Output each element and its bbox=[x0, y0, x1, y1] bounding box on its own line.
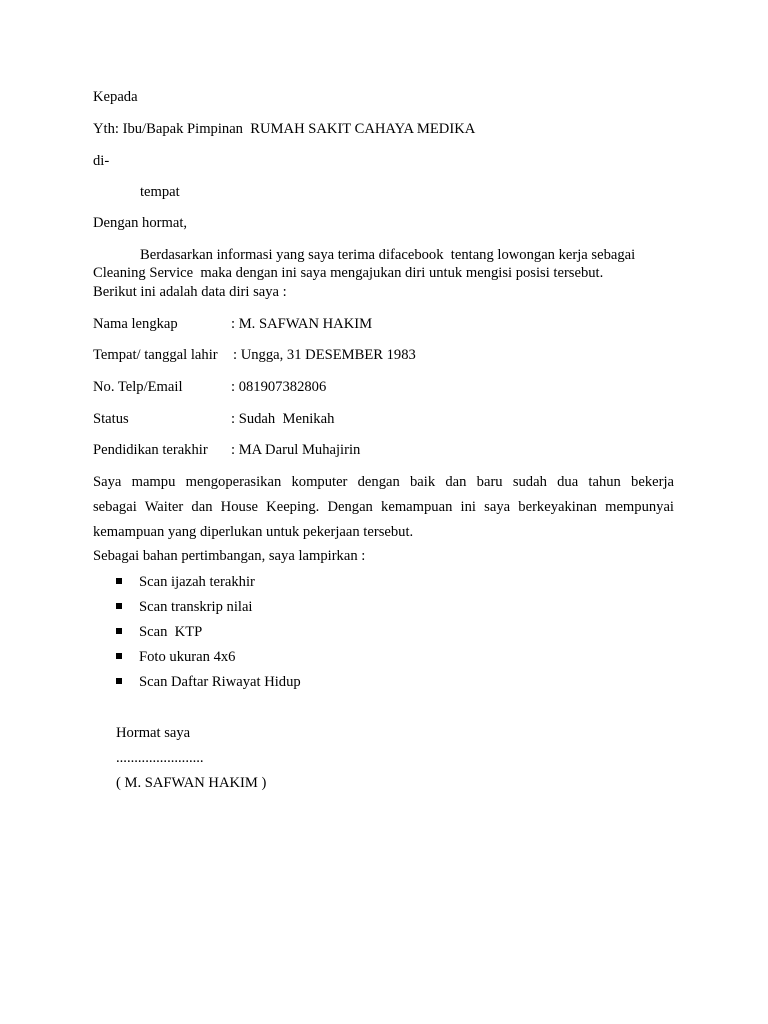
attachment-label: Scan ijazah terakhir bbox=[139, 574, 255, 590]
body-line-1: Saya mampu mengoperasikan komputer dengan baik dan baru sudah dua tahun bekerja bbox=[93, 474, 674, 490]
signature-dots: ........................ bbox=[116, 750, 204, 766]
field-value-telp: : 081907382806 bbox=[231, 379, 327, 395]
recipient-di: di- bbox=[93, 153, 110, 169]
attachment-label: Foto ukuran 4x6 bbox=[139, 649, 236, 665]
intro-line-3: Berikut ini adalah data diri saya : bbox=[93, 284, 287, 300]
closing-regards: Hormat saya bbox=[116, 725, 191, 741]
field-label-pendidikan: Pendidikan terakhir bbox=[93, 442, 208, 458]
field-value-ttl: : Ungga, 31 DESEMBER 1983 bbox=[233, 347, 416, 363]
attachment-label: Scan transkrip nilai bbox=[139, 599, 253, 615]
intro-line-2: Cleaning Service maka dengan ini saya mengajukan diri untuk mengisi posisi tersebut. bbox=[93, 265, 604, 281]
field-value-status: : Sudah Menikah bbox=[231, 411, 335, 427]
recipient-yth: Yth: Ibu/Bapak Pimpinan RUMAH SAKIT CAHAYA MEDIKA bbox=[93, 121, 476, 137]
recipient-to: Kepada bbox=[93, 89, 138, 105]
intro-line-1: Berdasarkan informasi yang saya terima difacebook tentang lowongan kerja sebagai bbox=[140, 247, 636, 263]
recipient-tempat: tempat bbox=[140, 184, 180, 200]
greeting: Dengan hormat, bbox=[93, 215, 188, 231]
attachment-label: Scan Daftar Riwayat Hidup bbox=[139, 674, 301, 690]
field-label-status: Status bbox=[93, 411, 129, 427]
field-value-pendidikan: : MA Darul Muhajirin bbox=[231, 442, 361, 458]
field-label-telp: No. Telp/Email bbox=[93, 379, 183, 395]
field-value-nama: : M. SAFWAN HAKIM bbox=[231, 316, 373, 332]
attachment-label: Scan KTP bbox=[139, 624, 203, 640]
bullet-icon bbox=[116, 678, 122, 684]
signature-name: ( M. SAFWAN HAKIM ) bbox=[116, 775, 267, 791]
bullet-icon bbox=[116, 653, 122, 659]
bullet-icon bbox=[116, 603, 122, 609]
field-label-ttl: Tempat/ tanggal lahir bbox=[93, 347, 218, 363]
bullet-icon bbox=[116, 578, 122, 584]
body-line-2: sebagai Waiter dan House Keeping. Dengan kemampuan ini saya berkeyakinan mempunyai bbox=[93, 499, 674, 515]
field-label-nama: Nama lengkap bbox=[93, 316, 178, 332]
attachments-intro: Sebagai bahan pertimbangan, saya lampirkan : bbox=[93, 548, 366, 564]
bullet-icon bbox=[116, 628, 122, 634]
body-line-3: kemampuan yang diperlukan untuk pekerjaan tersebut. bbox=[93, 524, 414, 540]
